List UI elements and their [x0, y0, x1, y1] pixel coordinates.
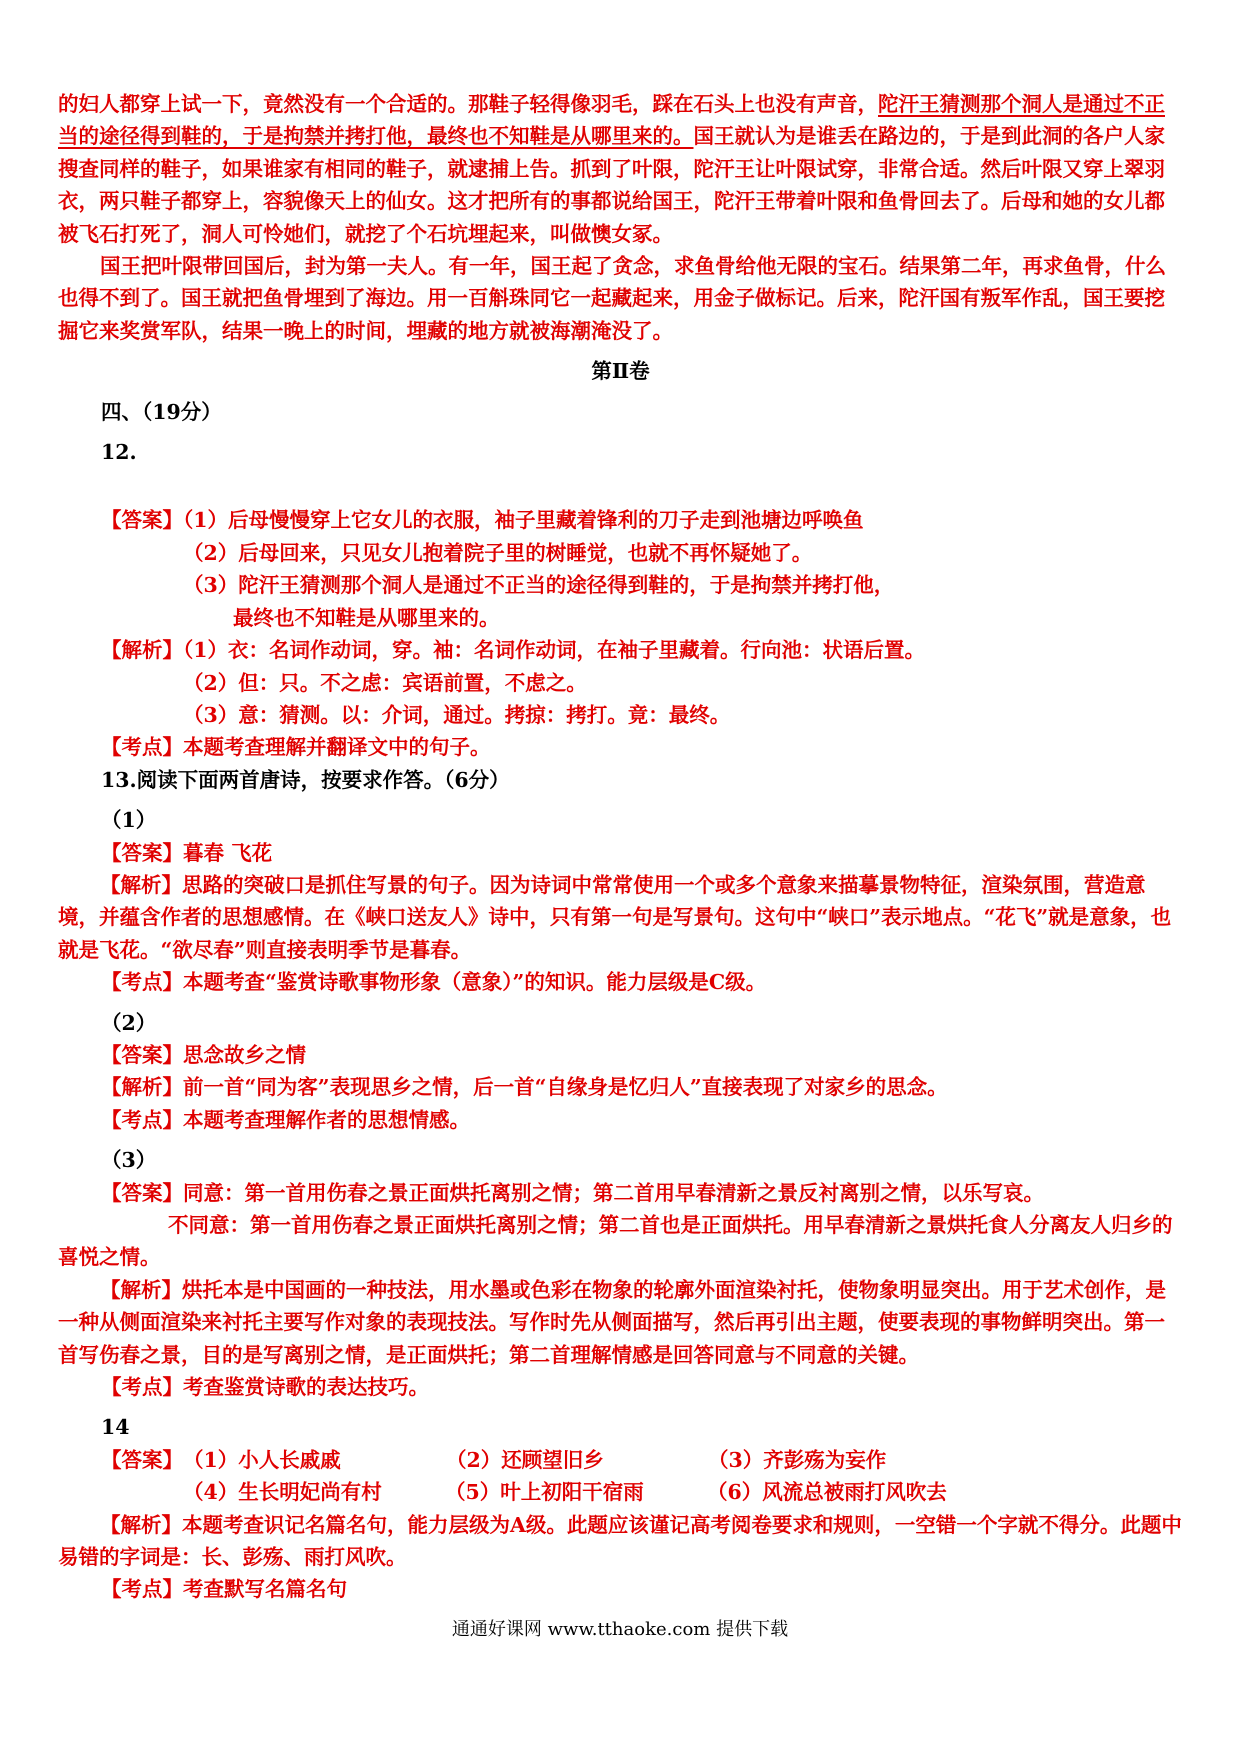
point-text: 本题考查“鉴赏诗歌事物形象（意象）”的知识。能力层级是C级。: [183, 970, 767, 995]
sub-question-3: （3）: [101, 1148, 157, 1173]
answer-tag: 【答案】: [101, 1042, 183, 1067]
answer-tag: 【答案】: [101, 1447, 183, 1472]
answer-item: （3）齐彭殇为妄作: [708, 1447, 887, 1472]
analysis-text: 烘托本是中国画的一种技法，用水墨或色彩在物象的轮廓外面渲染衬托，使物象明显突出。用于艺术创作，是一种从侧面渲染来衬托主要写作对象的表现技法。写作时先从侧面描写，然后再引出主题，使要表现的事物鲜明突出。第一首写伤春之景，目的是写离别之情，是正面烘托；第二首理解情感是回答同意与不同意的关键。: [58, 1277, 1166, 1367]
question-12-number: 12.: [101, 440, 137, 465]
answer-item: （5）叶上初阳干宿雨: [445, 1480, 644, 1505]
answer-item: （2）还顾望旧乡: [446, 1447, 604, 1472]
point-tag: 【考点】: [101, 1577, 183, 1602]
answer-text: 同意：第一首用伤春之景正面烘托离别之情；第二首用早春清新之景反衬离别之情，以乐写哀。: [183, 1180, 1044, 1205]
question-12-answer-block: [58, 504, 1183, 763]
analysis-tag: 【解析】: [101, 1075, 183, 1100]
answer-line: （1）后母慢慢穿上它女儿的衣服，袖子里藏着锋利的刀子走到池塘边呼唤鱼: [183, 508, 864, 533]
analysis-tag: 【解析】: [100, 1512, 182, 1537]
point-tag: 【考点】: [101, 1375, 183, 1400]
point-text: 本题考查理解作者的思想情感。: [183, 1107, 470, 1132]
analysis-text: 思路的突破口是抓住写景的句子。因为诗词中常常使用一个或多个意象来描摹景物特征，渲染氛围，营造意境，并蕴含作者的思想感情。在《峡口送友人》诗中，只有第一句是写景句。这句中“峡口”表示地点。“花飞”就是意象，也就是飞花。“欲尽春”则直接表明季节是暮春。: [58, 872, 1172, 962]
document-page: [58, 88, 1183, 1606]
answer-tag: 【答案】: [101, 508, 183, 533]
underlined-sentence: 陀汗王猜测那个洞人是通过不正当的途径得到鞋的，于是拘禁并拷打他，最终也不知鞋是从哪里来的。: [58, 92, 1165, 149]
passage-paragraph-1: [58, 88, 1183, 250]
passage-text: 国王就认为是谁丢在路边的，于是到此洞的各户人家搜查同样的鞋子，如果谁家有相同的鞋子，就逮捕上告。抓到了叶限，陀汗王让叶限试穿，非常合适。然后叶限又穿上翠羽衣，两只鞋子都穿上，容貌像天上的仙女。这才把所有的事都说给国王，陀汗王带着叶限和鱼骨回去了。后母和她的女儿都被飞石打死了，洞人可怜她们，就挖了个石坑埋起来，叫做懊女冢。: [58, 124, 1165, 246]
analysis-text: 本题考查识记名篇名句，能力层级为A级。此题应该谨记高考阅卷要求和规则，一空错一个字就不得分。此题中易错的字词是：长、彭殇、雨打风吹。: [58, 1512, 1182, 1570]
analysis-tag: 【解析】: [100, 872, 182, 897]
answer-tag: 【答案】: [101, 1180, 183, 1205]
passage-paragraph-2: 国王把叶限带回国后，封为第一夫人。有一年，国王起了贪念，求鱼骨给他无限的宝石。结果第二年，再求鱼骨，什么也得不到了。国王就把鱼骨埋到了海边。用一百斛珠同它一起藏起来，用金子做标记。后来，陀汗国有叛军作乱，国王要挖掘它来奖赏军队，结果一晚上的时间，埋藏的地方就被海潮淹没了。: [58, 254, 1166, 343]
answer-text: 思念故乡之情: [183, 1042, 306, 1067]
point-text: 考查默写名篇名句: [183, 1577, 347, 1602]
question-14-number: 14: [101, 1415, 130, 1440]
analysis-line: （3）意：猜测。以：介词，通过。拷掠：拷打。竟：最终。: [183, 702, 731, 727]
answer-text: 不同意：第一首用伤春之景正面烘托离别之情；第二首也是正面烘托。用早春清新之景烘托食人分离友人归乡的喜悦之情。: [58, 1213, 1173, 1270]
point-tag: 【考点】: [101, 1107, 183, 1132]
sub-question-1: （1）: [101, 808, 157, 833]
point-tag: 【考点】: [101, 735, 183, 760]
answer-line: （3）陀汗王猜测那个洞人是通过不正当的途径得到鞋的，于是拘禁并拷打他，: [183, 573, 895, 598]
analysis-tag: 【解析】: [100, 1277, 182, 1302]
answer-item: （1）小人长戚戚: [183, 1447, 341, 1472]
analysis-line: （1）衣：名词作动词，穿。袖：名词作动词，在袖子里藏着。行向池：状语后置。: [183, 638, 926, 663]
answer-tag: 【答案】: [101, 840, 183, 865]
analysis-line: （2）但：只。不之虑：宾语前置，不虑之。: [183, 670, 587, 695]
analysis-text: 前一首“同为客”表现思乡之情，后一首“自缘身是忆归人”直接表现了对家乡的思念。: [183, 1075, 948, 1100]
section-heading: 四、（19分）: [101, 399, 222, 424]
point-tag: 【考点】: [101, 970, 183, 995]
question-13-title: 13.阅读下面两首唐诗，按要求作答。（6分）: [101, 767, 510, 792]
answer-line: 最终也不知鞋是从哪里来的。: [233, 605, 500, 630]
answer-item: （6）风流总被雨打风吹去: [707, 1480, 947, 1505]
point-text: 考查鉴赏诗歌的表达技巧。: [183, 1375, 429, 1400]
point-text: 本题考查理解并翻译文中的句子。: [183, 735, 491, 760]
sub-question-2: （2）: [101, 1010, 157, 1035]
volume-title: 第Ⅱ卷: [591, 359, 650, 384]
answer-line: （2）后母回来，只见女儿抱着院子里的树睡觉，也就不再怀疑她了。: [183, 540, 813, 565]
page-footer: 通通好课网 www.tthaoke.com 提供下载: [451, 1619, 789, 1640]
analysis-tag: 【解析】: [101, 638, 183, 663]
question-14-answers: [58, 1444, 1183, 1509]
answer-text: 暮春 飞花: [183, 840, 273, 865]
answer-item: （4）生长明妃尚有村: [183, 1480, 382, 1505]
passage-text: 的妇人都穿上试一下，竟然没有一个合适的。那鞋子轻得像羽毛，踩在石头上也没有声音，: [58, 92, 878, 116]
